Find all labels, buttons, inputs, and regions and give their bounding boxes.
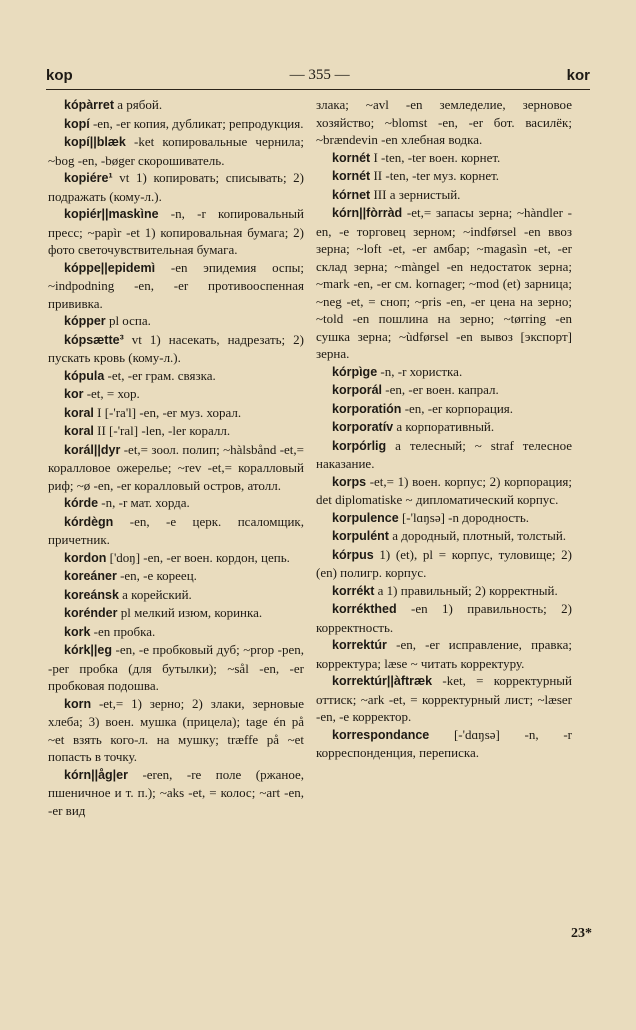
dictionary-entry	[316, 167, 572, 186]
dictionary-entry	[48, 312, 304, 331]
dictionary-entry	[316, 527, 572, 546]
entry-definition: pl мелкий изюм, коринка.	[120, 605, 263, 620]
entry-definition: -ket, = корректурный оттиск; ~ark -et, = корректурный лист; ~læser -en, -e корректор.	[316, 673, 572, 724]
entry-headword: kórn||fòrràd	[332, 206, 403, 220]
dictionary-entry	[316, 149, 572, 168]
dictionary-entry	[48, 623, 304, 642]
entry-headword: korrespondance	[332, 727, 430, 742]
entry-headword: korporatív	[332, 420, 394, 434]
dictionary-entry	[48, 549, 304, 568]
entry-definition: a корпоративный.	[396, 419, 495, 434]
entry-definition: -et,= 1) зерно; 2) злаки, зерновые хлеба; 3) воен. мушка (прицела); tage én på ~et взять кого-л. на мушку; træffe på ~et попасть в точку.	[48, 695, 304, 764]
entry-definition: -et,= 1) воен. корпус; 2) корпорация; det diplomatiske ~ дипломатический корпус.	[316, 473, 572, 507]
dictionary-entry	[48, 441, 304, 495]
entry-definition: -et, -er грам. связка.	[107, 367, 216, 383]
dictionary-entry	[48, 404, 304, 423]
dictionary-entry	[48, 766, 304, 820]
entry-headword: kork	[64, 624, 91, 639]
entry-definition: -en пробка.	[93, 623, 156, 639]
right-column	[316, 96, 572, 762]
entry-definition: -eren, -re поле (ржаное, пшеничное и т. п.); ~aks -et, = колос; ~art -en, -er вид	[48, 766, 304, 818]
dictionary-entry	[48, 169, 304, 205]
running-header	[46, 64, 590, 86]
entry-headword: korrektúr	[332, 638, 387, 652]
dictionary-entry	[48, 115, 304, 134]
entry-headword: koreánsk	[64, 587, 119, 602]
dictionary-entry	[316, 96, 572, 149]
entry-headword: kópsætte³	[64, 332, 124, 347]
dictionary-entry	[316, 509, 572, 528]
entry-headword: kórpus	[332, 547, 374, 562]
entry-definition: I -ten, -ter воен. корнет.	[373, 149, 501, 165]
dictionary-entry	[48, 205, 304, 259]
entry-headword: kópula	[64, 368, 105, 383]
entry-definition: -en, -e церк. псаломщик, причетник.	[48, 513, 304, 547]
entry-definition: II -ten, -ter муз. корнет.	[373, 168, 500, 183]
entry-definition: a телесный; ~ straf телесное наказание.	[316, 437, 572, 471]
entry-definition: -n, -r хористка.	[380, 363, 463, 379]
entry-headword: kopí||blæk	[64, 135, 126, 149]
entry-headword: kornét	[332, 150, 371, 165]
entry-definition: II [-'ral] -len, -ler коралл.	[97, 423, 231, 438]
entry-definition: [-'lɑŋsə] -n дородность.	[401, 509, 530, 525]
dictionary-entry	[48, 367, 304, 386]
dictionary-entry	[316, 600, 572, 636]
dictionary-entry	[316, 726, 572, 762]
entry-headword: kornét	[332, 169, 371, 183]
entry-headword: kórdègn	[64, 514, 114, 529]
entry-definition: -en, -e пробковый дуб; ~prop -pen, -per пробка (для бутылки); ~sål -en, -er пробковая подошва.	[48, 642, 305, 693]
dictionary-entry	[48, 331, 304, 367]
page-number: — 355 —	[289, 66, 350, 83]
entry-headword: korpulence	[332, 510, 399, 525]
entry-headword: korpulént	[332, 529, 389, 543]
entry-definition: a 1) правильный; 2) корректный.	[377, 582, 558, 598]
entry-headword: kórpìge	[332, 364, 378, 379]
dictionary-entry	[48, 422, 304, 441]
entry-headword: kóppe||epidemì	[64, 260, 156, 275]
dictionary-entry	[48, 567, 304, 586]
entry-headword: koral	[64, 405, 94, 420]
dictionary-entry	[316, 418, 572, 437]
entry-headword: kórk||eg	[64, 643, 112, 657]
dictionary-entry	[48, 513, 304, 549]
entry-definition: [-'dɑŋsə] -n, -r корреспонденция, переписка.	[316, 726, 572, 760]
entry-definition: vt 1) копировать; списывать; 2) подражать (кому-л.).	[48, 170, 305, 204]
dictionary-entry	[316, 437, 572, 473]
entry-definition: a дородный, плотный, толстый.	[392, 528, 567, 543]
entry-definition: -en, -er исправление, правка; корректура; læse ~ читать корректуру.	[316, 637, 572, 671]
dictionary-entry	[48, 586, 304, 605]
entry-headword: korénder	[64, 606, 118, 620]
entry-headword: kórn||åg|er	[64, 767, 128, 782]
entry-headword: korrékt	[332, 583, 375, 598]
dictionary-entry	[48, 259, 304, 313]
entry-headword: korporatión	[332, 401, 402, 416]
dictionary-entry	[316, 381, 572, 400]
dictionary-entry	[48, 695, 304, 766]
left-column	[48, 96, 304, 819]
dictionary-entry	[48, 96, 304, 115]
header-left-guideword: kop	[46, 66, 73, 84]
entry-headword: kor	[64, 387, 84, 401]
entry-headword: kórde	[64, 496, 99, 510]
dictionary-entry	[316, 204, 572, 363]
entry-definition: -et, = хор.	[86, 386, 140, 401]
entry-headword: kópàrret	[64, 98, 115, 112]
dictionary-entry	[48, 494, 304, 513]
entry-headword: koreáner	[64, 569, 117, 583]
dictionary-entry	[316, 400, 572, 419]
entry-headword: kordon	[64, 550, 107, 565]
dictionary-entry	[48, 604, 304, 623]
entry-definition: -en эпидемия оспы; ~indpodning -en, -er противооспенная прививка.	[48, 259, 305, 311]
header-rule	[46, 89, 590, 90]
entry-headword: korn	[64, 696, 92, 711]
dictionary-entry	[316, 546, 572, 582]
entry-headword: korál||dyr	[64, 442, 121, 457]
dictionary-entry	[316, 636, 572, 672]
entry-definition: -et,= запасы зерна; ~hàndler -en, -e торговец зерном; ~indførsel -en ввоз зерна; ~loft -et, -er амбар; ~magasìn -et, -er склад зерна; ~màngel -en недостаток зерна; ~mark -en, -er см. kornager; ~mod (et) зарница; ~neg -et, = сноп; ~pris -en, -er цена на зерно; ~told -en пошлина на зерно; ~tørring -en сушка зерна; ~ùdførsel -en вывоз [экспорт] зерна.	[316, 205, 572, 361]
dictionary-entry	[316, 672, 572, 726]
entry-headword: kopiér||maskìne	[64, 207, 159, 221]
dictionary-entry	[48, 641, 304, 695]
dictionary-entry	[316, 363, 572, 382]
entry-definition: III a зернистый.	[373, 186, 461, 202]
entry-definition: vt 1) насекать, надрезать; 2) пускать кровь (кому-л.).	[48, 331, 305, 365]
dictionary-entry	[316, 186, 572, 205]
dictionary-entry	[316, 582, 572, 601]
entry-definition: -et,= зоол. полип; ~hàlsbånd -et,= коралловое ожерелье; ~rev -et,= коралловый риф; ~ø -en, -er коралловый остров, атолл.	[48, 441, 304, 493]
entry-definition: злака; ~avl -en земледелие, зерновое хозяйство; ~blomst -en, -er бот. василёк; ~brændevin -en хлебная водка.	[316, 97, 572, 147]
entry-headword: koral	[64, 424, 94, 438]
dictionary-entry	[48, 385, 304, 404]
entry-definition: -en, -er копия, дубликат; репродукция.	[92, 115, 304, 131]
signature-mark: 23*	[571, 926, 592, 941]
header-right-guideword: kor	[566, 66, 590, 84]
entry-headword: korporál	[332, 383, 383, 397]
entry-definition: -en 1) правильность; 2) корректность.	[316, 601, 572, 635]
entry-headword: korrékthed	[332, 602, 397, 616]
entry-definition: -ket копировальные чернила; ~bog -en, -bøger скорошиватель.	[48, 134, 304, 168]
entry-definition: a корейский.	[122, 586, 192, 602]
entry-headword: kórnet	[332, 187, 371, 202]
entry-definition: -en, -er корпорация.	[404, 400, 514, 416]
entry-definition: I [-'ra'l] -en, -er муз. хорал.	[97, 404, 242, 420]
entry-headword: korps	[332, 474, 367, 489]
entry-definition: a рябой.	[117, 97, 163, 112]
entry-headword: kópper	[64, 314, 106, 328]
entry-definition: 1) (et), pl = корпус, туловище; 2) (en) полигр. корпус.	[316, 546, 573, 580]
entry-definition: -n, -r копировальный пресс; ~papìr -et 1) копировальная бумага; 2) фото светочувствительная бумага.	[48, 206, 304, 257]
entry-headword: korpórlig	[332, 438, 387, 453]
dictionary-entry	[48, 133, 304, 169]
entry-definition: pl оспа.	[108, 313, 151, 328]
entry-headword: kopiére¹	[64, 171, 113, 185]
dictionary-entry	[316, 473, 572, 509]
entry-definition: -en, -e кореец.	[120, 568, 197, 583]
entry-definition: -n, -r мат. хорда.	[101, 495, 190, 510]
entry-definition: ['doŋ] -en, -er воен. кордон, цепь.	[109, 549, 290, 565]
entry-headword: korrektúr||àftræk	[332, 674, 433, 688]
entry-headword: kopí	[64, 116, 90, 131]
entry-definition: -en, -er воен. капрал.	[385, 382, 499, 397]
